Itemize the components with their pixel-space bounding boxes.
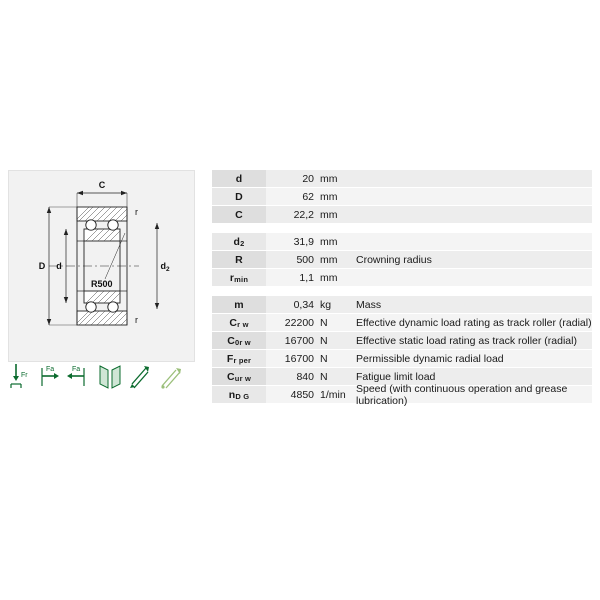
row-symbol-subscript: min	[234, 275, 249, 284]
row-value: 840	[296, 370, 314, 383]
row-unit: mm	[320, 253, 338, 266]
dimension-C	[77, 180, 127, 207]
row-symbol-main: R	[235, 253, 243, 266]
row-symbol	[212, 350, 266, 368]
row-symbol	[212, 251, 266, 269]
row-body	[266, 350, 592, 368]
row-symbol	[212, 206, 266, 224]
axial-load-label: Fa	[46, 366, 55, 373]
row-unit: N	[320, 316, 328, 329]
dimension-d2	[155, 223, 170, 309]
table-row	[212, 170, 592, 188]
row-description: Effective dynamic load rating as track roller (radial)	[356, 316, 592, 329]
row-symbol-main: D	[235, 190, 243, 203]
table-row	[212, 188, 592, 206]
row-unit: mm	[320, 271, 338, 284]
row-value: 31,9	[293, 235, 314, 248]
row-body	[266, 269, 592, 287]
row-description: Permissible dynamic radial load	[356, 352, 504, 365]
table-row	[212, 296, 592, 314]
table-row	[212, 206, 592, 224]
table-row	[212, 350, 592, 368]
dimension-label-d2: $d_2$	[160, 261, 170, 273]
row-value: 1,1	[299, 271, 314, 284]
row-value: 20	[302, 172, 314, 185]
row-value: 16700	[284, 352, 314, 365]
row-value: 22200	[284, 316, 314, 329]
row-body	[266, 170, 592, 188]
radius-label-bottom: r	[135, 315, 138, 325]
row-symbol-main: n	[228, 388, 236, 401]
table-row	[212, 314, 592, 332]
row-symbol	[212, 368, 266, 386]
table-row	[212, 251, 592, 269]
row-symbol-main: d	[233, 235, 241, 248]
table-row	[212, 382, 592, 407]
row-body	[266, 233, 592, 251]
row-unit: mm	[320, 235, 338, 248]
row-unit: N	[320, 352, 328, 365]
row-body	[266, 188, 592, 206]
dimension-label-C: C	[98, 180, 106, 190]
row-description: Speed (with continuous operation and grease lubrication)	[356, 382, 568, 407]
row-symbol	[212, 314, 266, 332]
row-value: 0,34	[293, 298, 314, 311]
load-direction-icon-strip	[8, 360, 193, 398]
axial-load-reverse-label: Fa	[72, 366, 81, 373]
row-symbol-subscript: r per	[233, 356, 252, 365]
row-body	[266, 314, 592, 332]
radius-label-top: r	[135, 207, 138, 217]
row-body	[266, 251, 592, 269]
row-symbol-subscript: 2	[240, 239, 245, 248]
row-symbol-main: C	[235, 208, 243, 221]
row-symbol	[212, 296, 266, 314]
row-symbol	[212, 386, 266, 404]
row-value: 16700	[284, 334, 314, 347]
row-symbol	[212, 332, 266, 350]
row-symbol-subscript: ur w	[234, 374, 251, 383]
table-row	[212, 332, 592, 350]
row-unit: N	[320, 334, 328, 347]
row-body	[266, 332, 592, 350]
speed-icon	[161, 368, 181, 389]
row-symbol-subscript: D G	[235, 392, 250, 401]
row-value: 500	[296, 253, 314, 266]
radial-load-icon	[11, 364, 28, 388]
row-symbol	[212, 233, 266, 251]
table-group-separator	[212, 224, 592, 233]
table-row	[212, 269, 592, 287]
row-unit: mm	[320, 190, 338, 203]
bearing-cross-section-drawing	[9, 171, 194, 361]
row-value: 4850	[290, 388, 314, 401]
row-unit: mm	[320, 172, 338, 185]
row-symbol-main: m	[234, 298, 244, 311]
row-description: Mass	[356, 298, 382, 311]
row-value: 62	[302, 190, 314, 203]
dimension-label-D: D	[38, 261, 46, 271]
tilting-icon	[130, 366, 149, 388]
row-symbol-subscript: r w	[237, 320, 249, 329]
row-unit: 1/min	[320, 388, 346, 401]
row-symbol	[212, 170, 266, 188]
bearing-drawing-panel	[8, 170, 195, 362]
crowning-radius-label: R500	[91, 279, 113, 289]
row-description: Fatigue limit load	[356, 370, 436, 383]
row-body	[266, 206, 592, 224]
row-description: Effective static load rating as track roller (radial)	[356, 334, 577, 347]
row-symbol-main: C	[229, 316, 238, 329]
row-symbol	[212, 269, 266, 287]
axial-load-reverse-icon	[67, 366, 84, 386]
row-unit: kg	[320, 298, 332, 311]
row-unit: N	[320, 370, 328, 383]
axial-load-icon	[42, 366, 59, 386]
specification-table	[212, 170, 592, 407]
misalignment-icon	[100, 366, 120, 388]
row-unit: mm	[320, 208, 338, 221]
row-body	[266, 382, 592, 407]
table-group-separator	[212, 287, 592, 296]
table-row	[212, 233, 592, 251]
row-body	[266, 296, 592, 314]
row-value: 22,2	[293, 208, 314, 221]
dimension-label-d: d	[56, 261, 62, 271]
row-symbol-main: C	[226, 370, 235, 383]
row-symbol-main: d	[235, 172, 243, 185]
row-symbol-main: r	[229, 271, 235, 284]
row-symbol-main: F	[226, 352, 234, 365]
row-description: Crowning radius	[356, 253, 432, 266]
row-symbol-subscript: 0r w	[234, 338, 251, 347]
row-symbol-main: C	[227, 334, 235, 347]
radial-load-label: Fr	[21, 372, 28, 379]
row-symbol	[212, 188, 266, 206]
